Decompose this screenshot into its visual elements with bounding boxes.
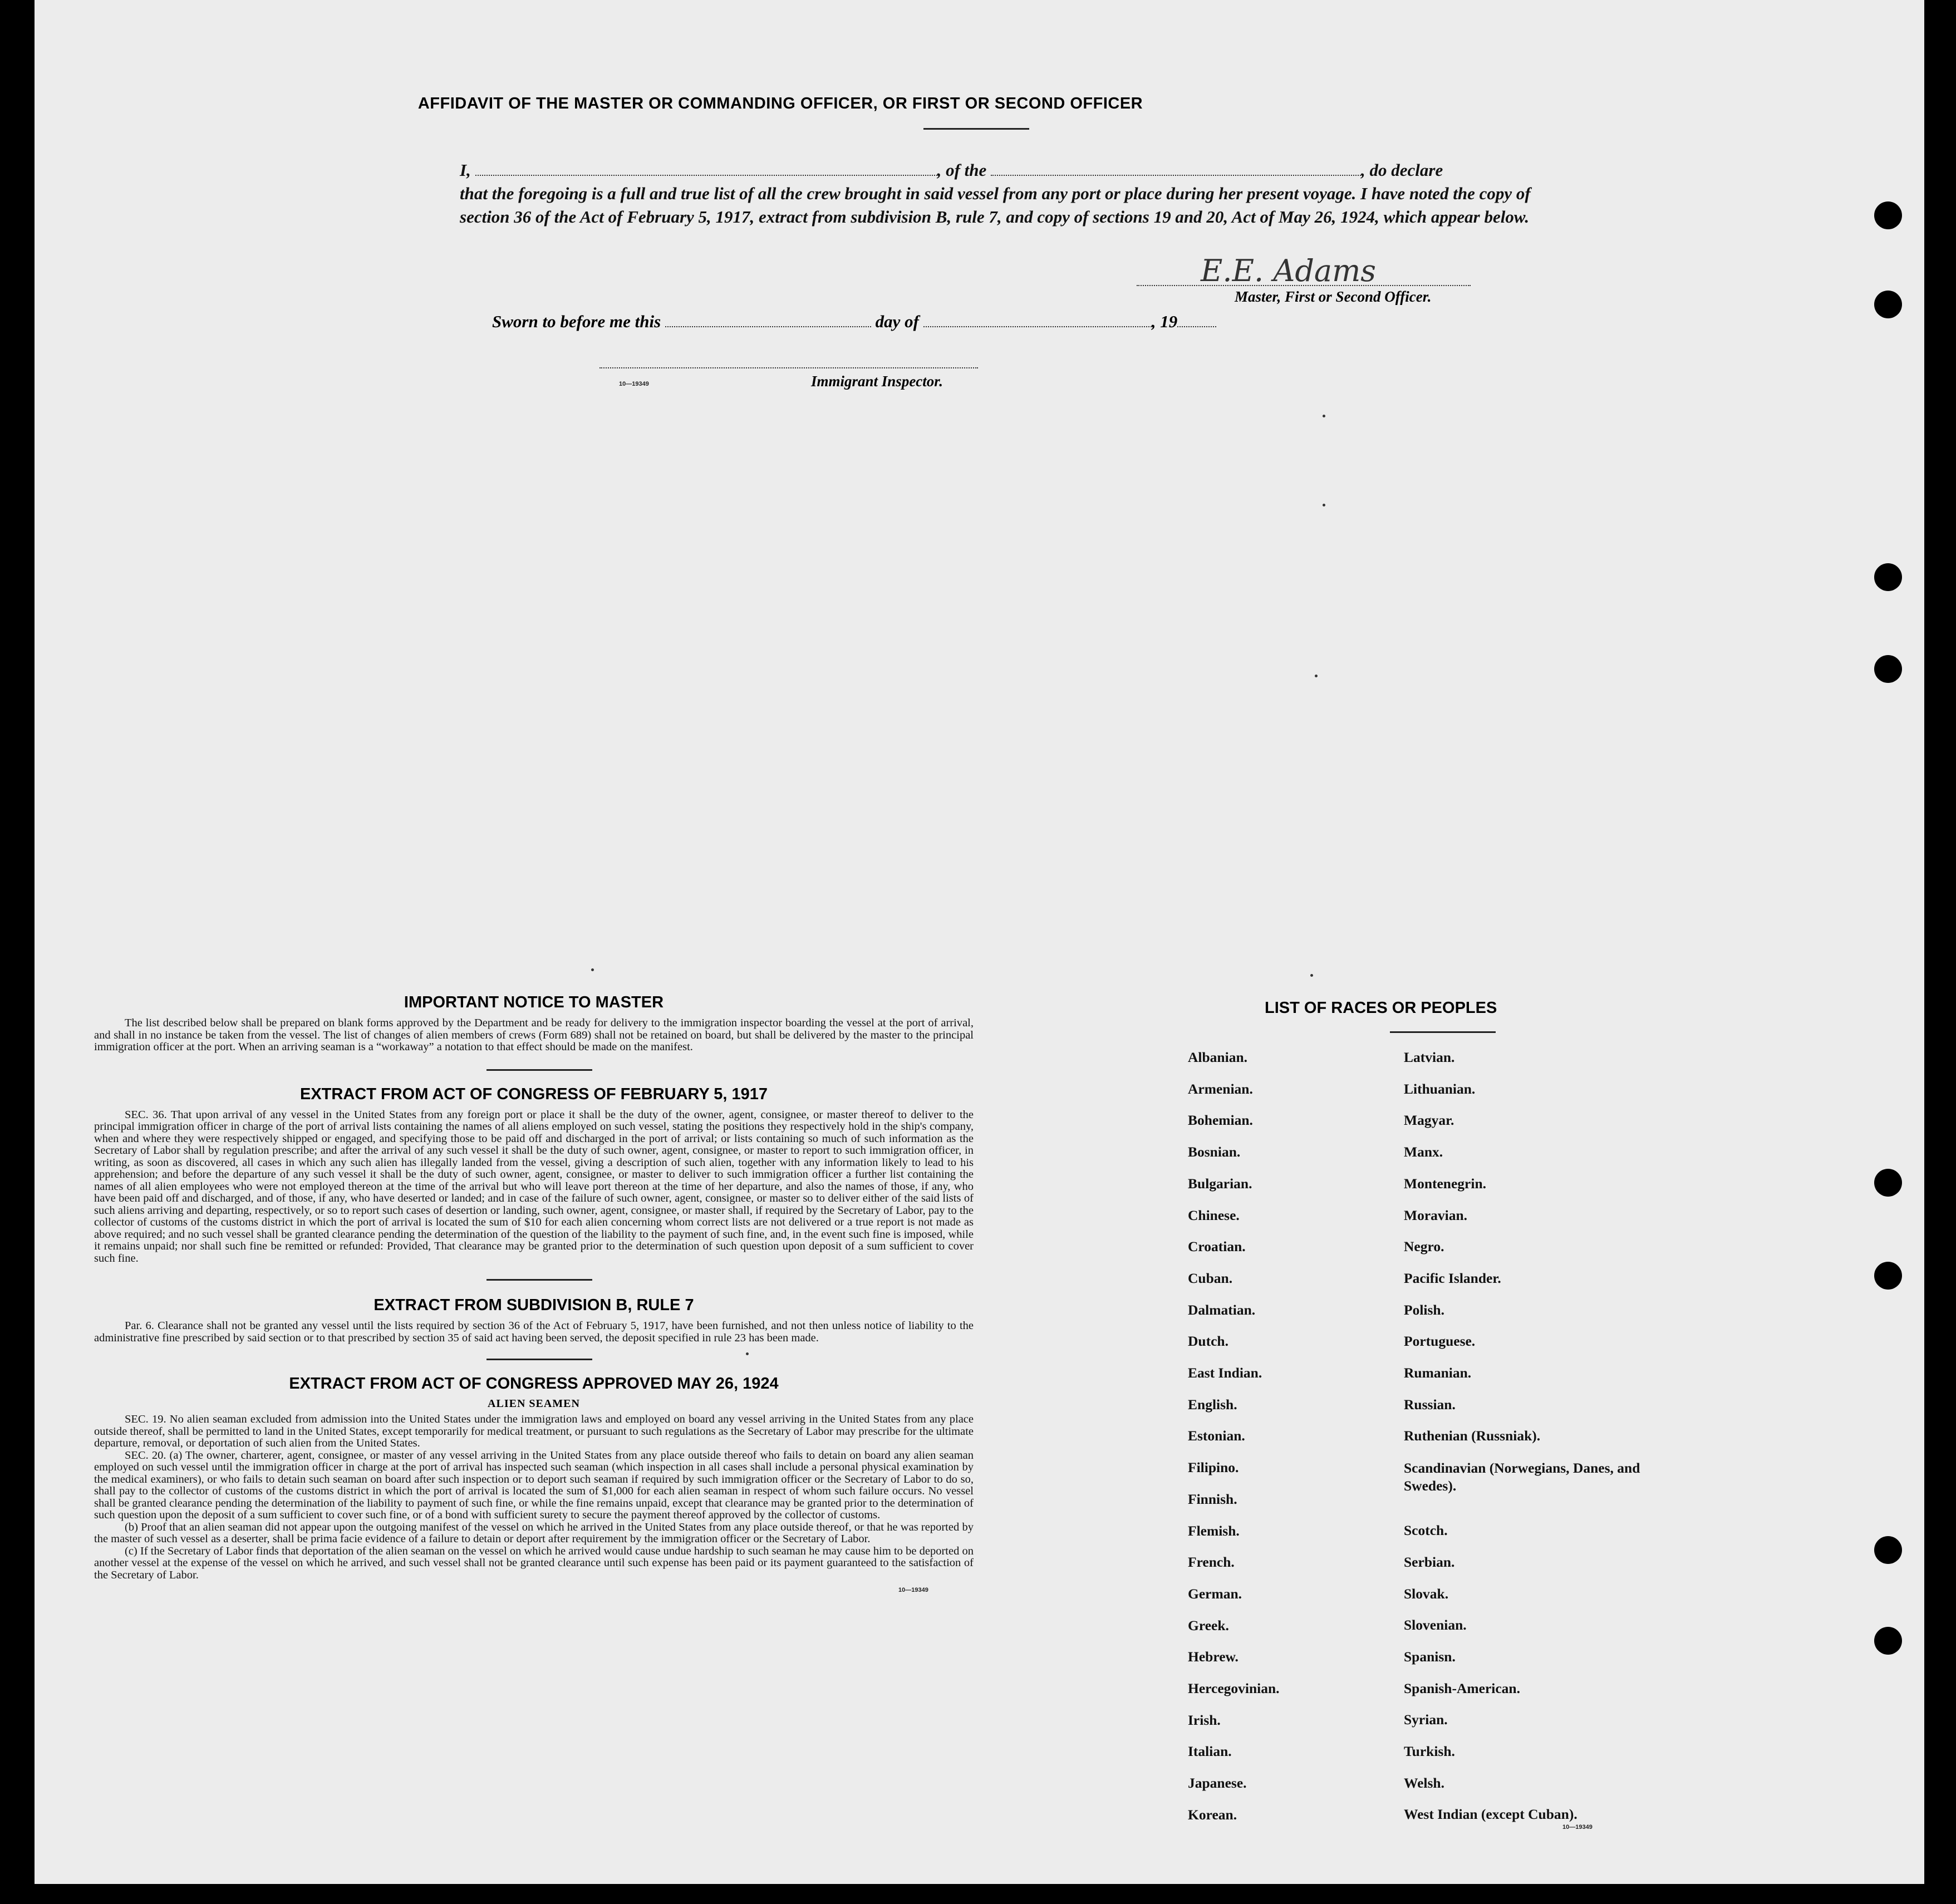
- race-item: Japanese.: [1188, 1775, 1247, 1792]
- scan-speck: [1315, 675, 1318, 677]
- race-item: Syrian.: [1404, 1711, 1448, 1728]
- race-item: Italian.: [1188, 1743, 1232, 1760]
- scan-speck: [1310, 974, 1313, 977]
- punch-hole: [1874, 1536, 1902, 1564]
- punch-hole: [1874, 563, 1902, 591]
- extract-1924-title: EXTRACT FROM ACT OF CONGRESS APPROVED MAY 26, 1924: [289, 1375, 779, 1393]
- race-item: English.: [1188, 1396, 1237, 1413]
- day-of-label: day of: [875, 312, 919, 331]
- vessel-name-field[interactable]: [991, 164, 1361, 176]
- sec-20c-paragraph: (c) If the Secretary of Labor finds that deportation of the alien seaman on the vessel on which he arrived would cause undue hardship to such seaman he may cause him to be deported on another vessel at the expense of the vessel on which he arrived, and such vessel shall not be granted clearance until such expense has been paid or its payment guaranteed to the satisfaction of the Secretary of Labor.: [94, 1544, 974, 1581]
- section-rule: [486, 1279, 592, 1281]
- scan-speck: [746, 1352, 749, 1355]
- race-item: Negro.: [1404, 1238, 1444, 1255]
- extract-1917-title: EXTRACT FROM ACT OF CONGRESS OF FEBRUARY 5, 1917: [299, 1085, 768, 1103]
- race-item: Montenegrin.: [1404, 1175, 1487, 1192]
- i-label: I,: [460, 160, 471, 180]
- sec-20a-paragraph: SEC. 20. (a) The owner, charterer, agent, consignee, or master of any vessel arriving in the United States from any place outside thereof who fails to detain on board any alien seaman employed on such vessel until the immigration officer in charge at the port of arrival has inspected such seaman (which inspection in all cases shall include a personal physical examination by the medical examiners), or who fails to detain such seaman on board after such inspection or to deport such seaman if required by such immigration officer or the Secretary of Labor to do so, shall pay to the collector of customs of the customs district in which the port of arrival is located the sum of $1,000 for each alien seaman in respect of whom such failure occurs. No vessel shall be granted clearance pending the determination of the liability to payment of such fine, or while the fine remains unpaid, except that clearance may be granted prior to the determination of such question upon the deposit of a sum sufficient to cover such fine, or of a bond with sufficient surety to secure the payment thereof approved by the collector of customs.: [94, 1449, 974, 1521]
- race-item: Portuguese.: [1404, 1333, 1476, 1350]
- par-6-paragraph: Par. 6. Clearance shall not be granted any vessel until the lists required by section 36 of the Act of February 5, 1917, have been furnished, and not then unless notice of liability to the administrative fine prescribed by said section or to that prescribed by section 35 of said act having been served, the deposit specified in rule 23 has been made.: [94, 1320, 974, 1344]
- sworn-line: [492, 312, 1216, 332]
- year-label: , 19: [1151, 312, 1178, 331]
- notice-title: IMPORTANT NOTICE TO MASTER: [404, 993, 664, 1011]
- scan-speck: [1323, 415, 1325, 417]
- races-title: LIST OF RACES OR PEOPLES: [1265, 999, 1497, 1017]
- extract-rule7-text: [94, 1320, 974, 1344]
- section-rule: [486, 1359, 592, 1360]
- race-item: Moravian.: [1404, 1207, 1468, 1223]
- scan-speck: [1323, 504, 1325, 506]
- affidavit-form-code: 10—19349: [619, 381, 649, 387]
- race-item: Greek.: [1188, 1617, 1229, 1634]
- race-item: Latvian.: [1404, 1049, 1455, 1065]
- race-item: West Indian (except Cuban).: [1404, 1806, 1577, 1823]
- race-item: Manx.: [1404, 1144, 1443, 1160]
- of-the-label: , of the: [937, 160, 987, 180]
- race-item: Bulgarian.: [1188, 1175, 1252, 1192]
- form-page: [35, 0, 1924, 1884]
- race-item: Spanisn.: [1404, 1648, 1456, 1665]
- race-item: East Indian.: [1188, 1365, 1262, 1381]
- race-item: Polish.: [1404, 1301, 1444, 1318]
- race-item: Albanian.: [1188, 1049, 1248, 1065]
- race-item: Bosnian.: [1188, 1144, 1241, 1160]
- race-item: Dalmatian.: [1188, 1301, 1256, 1318]
- race-item: Cuban.: [1188, 1270, 1233, 1286]
- race-item: Croatian.: [1188, 1238, 1246, 1255]
- races-title-rule: [1390, 1031, 1496, 1033]
- signature-label: Master, First or Second Officer.: [1235, 288, 1432, 305]
- scan-speck: [591, 968, 594, 971]
- race-item: Scandinavian (Norwegians, Danes, and Swedes).: [1404, 1460, 1640, 1494]
- race-item: Hercegovinian.: [1188, 1680, 1280, 1696]
- inspector-line[interactable]: [599, 367, 978, 368]
- race-item: Scotch.: [1404, 1522, 1448, 1539]
- race-item: Slovenian.: [1404, 1617, 1467, 1634]
- sworn-label: Sworn to before me this: [492, 312, 661, 331]
- race-item: Magyar.: [1404, 1112, 1454, 1129]
- extract-rule7-title: EXTRACT FROM SUBDIVISION B, RULE 7: [373, 1296, 694, 1314]
- affidavit-title: AFFIDAVIT OF THE MASTER OR COMMANDING OFFICER, OR FIRST OR SECOND OFFICER: [417, 95, 1143, 112]
- race-item: Lithuanian.: [1404, 1080, 1476, 1097]
- declaration-text: that the foregoing is a full and true list of all the crew brought in said vessel from any port or place during her present voyage. I have noted the copy of section 36 of the Act of February 5, 1917, extract from subdivision B, rule 7, and copy of sections 19 and 20, Act of May 26, 1924, which appear below.: [460, 184, 1531, 227]
- notice-paragraph: The list described below shall be prepared on blank forms approved by the Department and be ready for delivery to the immigration inspector boarding the vessel at the port of arrival, and shall in no instance be taken from the vessel. The list of changes of alien members of crews (Form 689) shall not be retained on board, but shall be delivered by the master to the principal immigration officer at the port. When an arriving seaman is a “workaway” a notation to that effect should be made on the manifest.: [94, 1017, 974, 1053]
- legal-column: [94, 993, 974, 1593]
- punch-hole: [1874, 655, 1902, 683]
- sec-36-paragraph: SEC. 36. That upon arrival of any vessel in the United States from any foreign port or place it shall be the duty of the owner, agent, consignee, or master thereof to deliver to the principal immigration officer in charge of the port of arrival lists containing the names of all aliens employed on such vessel, stating the positions they respectively hold in the ship's company, when and where they were respectively shipped or engaged, and specifying those to be paid off and discharged in the port of arrival; or lists containing so much of such information as the Secretary of Labor shall by regulation prescribe; and after the arrival of any such vessel it shall be the duty of such owner, agent, consignee, or master to report to such immigration officer, in writing, as soon as discovered, all cases in which any such alien has illegally landed from the vessel, giving a description of such alien, together with any information likely to lead to his apprehension; and before the departure of any such vessel it shall be the duty of such owner, agent, consignee, or master to deliver to such immigration officer a further list containing the names of all alien employees who were not employed thereon at the time of the arrival but who will leave port thereon at the time of her departure, and also the names of those, if any, who have been paid off and discharged, and of those, if any, who have deserted or landed; and in case of the failure of such owner, agent, consignee, or master so to deliver either of the said lists of such aliens arriving and departing, respectively, or so to report such cases of desertion or landing, such owner, agent, consignee, or master shall, if required by the Secretary of Labor, pay to the collector of customs of the customs district in which the port of arrival is located the sum of $10 for each alien concerning whom correct lists are not delivered or a true report is not made as above required; and no such vessel shall be granted clearance pending the determination of the question of the liability to the payment of such fine, and, in the event such fine is imposed, while it remains unpaid; nor shall such fine be remitted or refunded: Provided, That clearance may be granted prior to the determination of such question upon deposit of a sum sufficient to cover such fine.: [94, 1108, 974, 1265]
- race-item: Estonian.: [1188, 1428, 1245, 1444]
- extract-1924-text: [94, 1414, 974, 1581]
- race-item: Hebrew.: [1188, 1649, 1239, 1665]
- declarant-name-field[interactable]: [475, 164, 937, 176]
- punch-hole: [1874, 201, 1902, 229]
- declaration-block: [460, 159, 1540, 229]
- alien-seamen-subtitle: ALIEN SEAMEN: [488, 1398, 580, 1410]
- race-item: Slovak.: [1404, 1585, 1449, 1602]
- signature-line[interactable]: [1137, 285, 1471, 286]
- race-item: Filipino.: [1188, 1459, 1239, 1476]
- extract-form-code: 10—19349: [898, 1587, 928, 1593]
- sec-20b-paragraph: (b) Proof that an alien seaman did not appear upon the outgoing manifest of the vessel on which he arrived in the United States from any place outside thereof, or that he was reported by the master of such vessel as a deserter, shall be prima facie evidence of a failure to detain or deport after requirement by the immigration officer or the Secretary of Labor.: [94, 1521, 974, 1545]
- race-item: Welsh.: [1404, 1774, 1444, 1791]
- race-item: Bohemian.: [1188, 1112, 1253, 1129]
- race-item: Pacific Islander.: [1404, 1270, 1501, 1286]
- punch-hole: [1874, 1169, 1902, 1197]
- punch-hole: [1874, 1627, 1902, 1655]
- race-item: Irish.: [1188, 1711, 1221, 1728]
- sworn-day-field[interactable]: [665, 315, 871, 327]
- section-rule: [486, 1069, 592, 1071]
- race-item: Armenian.: [1188, 1080, 1253, 1097]
- signature: E.E. Adams: [1201, 253, 1377, 288]
- race-item: Dutch.: [1188, 1333, 1228, 1350]
- title-rule: [923, 128, 1029, 130]
- sworn-year-field[interactable]: [1177, 315, 1216, 327]
- inspector-label: Immigrant Inspector.: [811, 373, 943, 390]
- race-item: Turkish.: [1404, 1743, 1455, 1759]
- race-item: German.: [1188, 1585, 1242, 1602]
- race-item: Finnish.: [1188, 1490, 1237, 1507]
- race-item: Russian.: [1404, 1396, 1456, 1413]
- race-item: Ruthenian (Russniak).: [1404, 1428, 1541, 1444]
- race-item: French.: [1188, 1554, 1235, 1571]
- punch-hole: [1874, 291, 1902, 318]
- punch-hole: [1874, 1262, 1902, 1290]
- do-declare-label: , do declare: [1361, 160, 1443, 180]
- declaration-first-line: [460, 159, 1540, 182]
- race-item: Rumanian.: [1404, 1365, 1472, 1381]
- race-item: Spanish-American.: [1404, 1680, 1520, 1696]
- sworn-month-field[interactable]: [923, 315, 1152, 327]
- extract-1917-text: [94, 1109, 974, 1265]
- race-item: Flemish.: [1188, 1522, 1240, 1539]
- races-form-code: 10—19349: [1562, 1824, 1593, 1831]
- race-item: Serbian.: [1404, 1553, 1455, 1570]
- race-item: Korean.: [1188, 1806, 1237, 1823]
- sec-19-paragraph: SEC. 19. No alien seaman excluded from admission into the United States under the immigration laws and employed on board any vessel arriving in the United States from any place outside thereof, shall be permitted to land in the United States, except temporarily for medical treatment, or pursuant to such regulations as the Secretary of Labor may prescribe for the ultimate departure, removal, or deportation of such alien from the United States.: [94, 1413, 974, 1449]
- race-item: Chinese.: [1188, 1207, 1240, 1223]
- notice-text: [94, 1017, 974, 1054]
